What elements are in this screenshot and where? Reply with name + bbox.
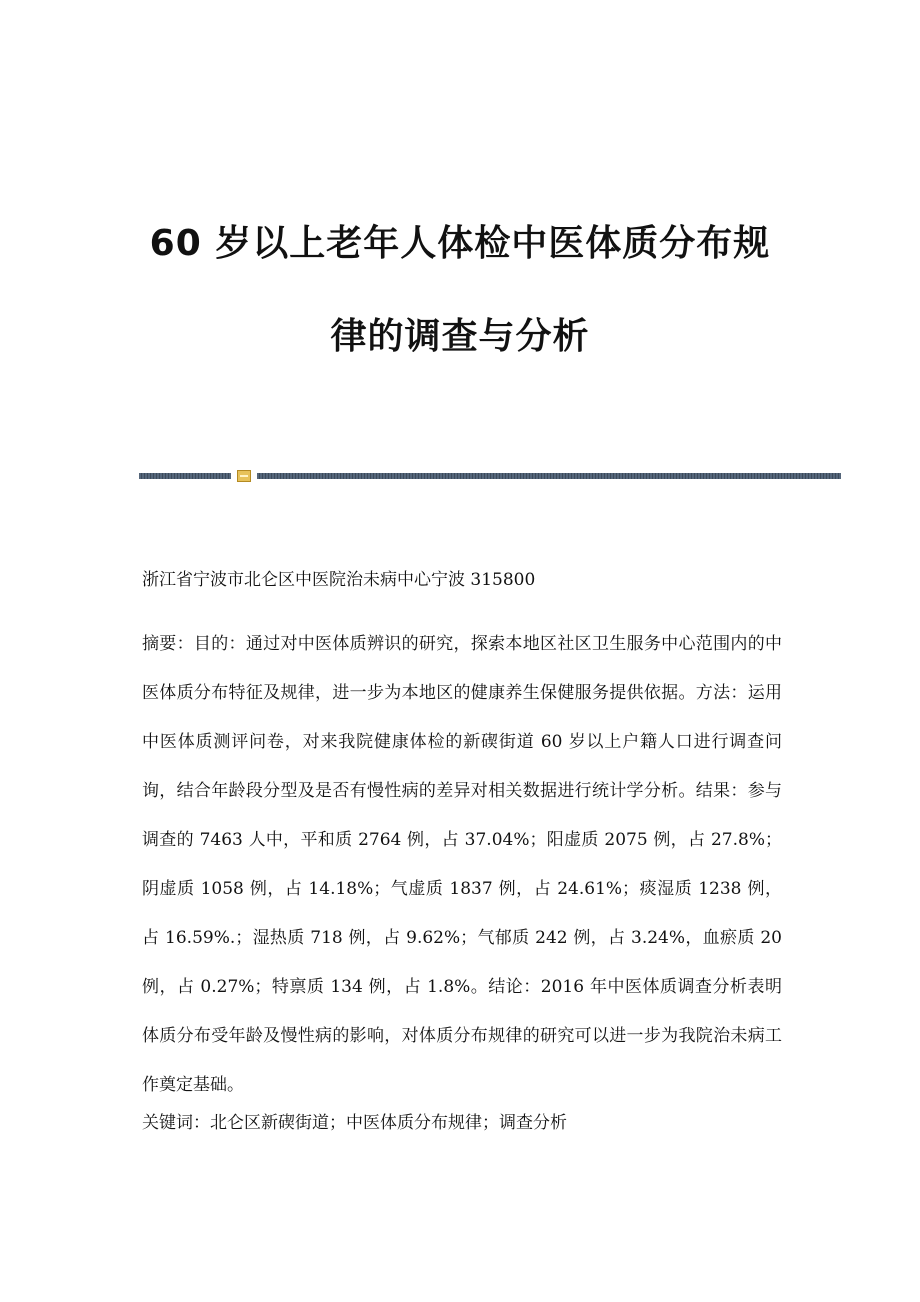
divider-bar-right (257, 473, 841, 479)
abstract-paragraph: 摘要：目的：通过对中医体质辨识的研究，探索本地区社区卫生服务中心范围内的中医体质分布特征及规律，进一步为本地区的健康养生保健服务提供依据。方法：运用中医体质测评问卷，对来我院健康体检的新碶街道 60 岁以上户籍人口进行调查问询，结合年龄段分型及是否有慢性病的差异对相关数据进行统计学分析。结果：参与调查的 7463 人中，平和质 2764 例，占 37.04%；阳虚质 2075 例，占 27.8%；阴虚质 1058 例，占 14.18%；气虚质 1837 例，占 24.61%；痰湿质 1238 例，占 16.59%.；湿热质 718 例，占 9.62%；气郁质 242 例，占 3.24%，血瘀质 20 例，占 0.27%；特禀质 134 例，占 1.8%。结论：2016 年中医体质调查分析表明体质分布受年龄及慢性病的影响，对体质分布规律的研究可以进一步为我院治未病工作奠定基础。 (142, 634, 782, 1095)
title-line-2: 律的调查与分析 (330, 316, 590, 357)
decorative-divider (139, 470, 841, 482)
author-affiliation: 浙江省宁波市北仑区中医院治未病中心宁波 315800 (142, 570, 536, 590)
divider-bar-left (139, 473, 231, 479)
title-line-1: 60 岁以上老年人体检中医体质分布规 (149, 223, 771, 264)
divider-ornament-icon (237, 470, 251, 482)
keywords-line: 关键词：北仑区新碶街道；中医体质分布规律；调查分析 (142, 1113, 567, 1133)
